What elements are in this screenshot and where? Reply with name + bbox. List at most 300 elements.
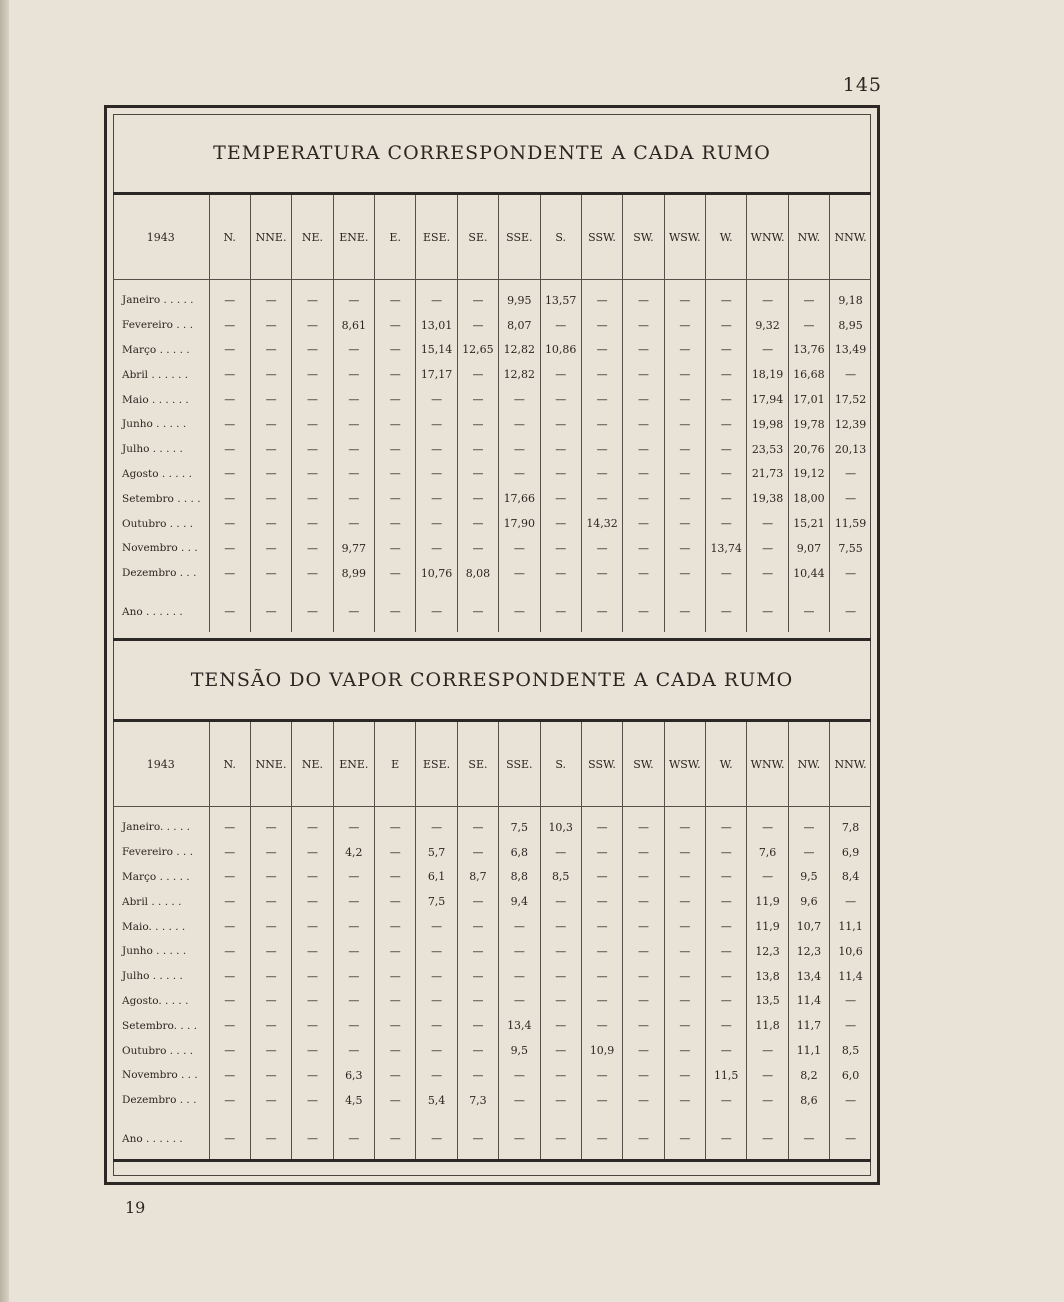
value-cell: — xyxy=(375,462,416,487)
table-frame xyxy=(104,105,880,1185)
value-cell: 18,00 xyxy=(788,486,829,511)
value-cell: 13,4 xyxy=(499,1013,540,1038)
value-cell: — xyxy=(706,989,747,1014)
value-cell: — xyxy=(747,511,788,536)
value-cell: — xyxy=(581,536,622,561)
value-cell: — xyxy=(623,914,664,939)
value-cell: — xyxy=(457,313,498,338)
value-cell: — xyxy=(416,1013,457,1038)
value-cell: 4,5 xyxy=(333,1088,374,1113)
month-label: Janeiro . . . . . xyxy=(122,294,194,307)
value-cell: — xyxy=(540,989,581,1014)
value-cell: 12,3 xyxy=(788,939,829,964)
value-cell: — xyxy=(581,437,622,462)
value-cell: 4,2 xyxy=(333,840,374,865)
value-cell: — xyxy=(747,561,788,586)
value-cell: — xyxy=(540,964,581,989)
value-cell: — xyxy=(250,889,291,914)
year-header: 1943 xyxy=(113,722,209,807)
value-cell: 10,3 xyxy=(540,807,581,840)
value-cell: — xyxy=(333,338,374,363)
value-cell: — xyxy=(292,865,333,890)
value-cell: 8,61 xyxy=(333,313,374,338)
value-cell: — xyxy=(664,462,705,487)
value-cell: — xyxy=(664,586,705,632)
value-cell: — xyxy=(250,313,291,338)
value-cell: — xyxy=(250,387,291,412)
value-cell: — xyxy=(664,807,705,840)
value-cell: 17,66 xyxy=(499,486,540,511)
value-cell: — xyxy=(581,561,622,586)
value-cell: — xyxy=(457,964,498,989)
value-cell: 10,86 xyxy=(540,338,581,363)
value-cell: 10,44 xyxy=(788,561,829,586)
value-cell: — xyxy=(375,1063,416,1088)
value-cell: — xyxy=(209,387,250,412)
value-cell: — xyxy=(499,437,540,462)
value-cell: — xyxy=(375,437,416,462)
value-cell: — xyxy=(581,412,622,437)
value-cell: — xyxy=(664,437,705,462)
value-cell: — xyxy=(416,807,457,840)
vapor-title: TENSÃO DO VAPOR CORRESPONDENTE A CADA RUMO xyxy=(113,641,871,722)
value-cell: 8,4 xyxy=(830,865,871,890)
value-cell: — xyxy=(209,437,250,462)
value-cell: — xyxy=(209,865,250,890)
value-cell: — xyxy=(540,511,581,536)
value-cell: — xyxy=(788,313,829,338)
column-header: ENE. xyxy=(333,722,374,807)
value-cell: — xyxy=(788,586,829,632)
value-cell: 13,57 xyxy=(540,280,581,313)
column-header: SW. xyxy=(623,722,664,807)
value-cell: — xyxy=(581,964,622,989)
value-cell: 11,59 xyxy=(830,511,871,536)
value-cell: — xyxy=(375,989,416,1014)
table-row xyxy=(113,561,871,586)
value-cell: — xyxy=(581,1063,622,1088)
value-cell: 14,32 xyxy=(581,511,622,536)
value-cell: — xyxy=(333,486,374,511)
value-cell: — xyxy=(375,586,416,632)
value-cell: — xyxy=(416,437,457,462)
value-cell: — xyxy=(623,412,664,437)
value-cell: — xyxy=(581,362,622,387)
value-cell: — xyxy=(457,362,498,387)
month-label: Agosto. . . . . xyxy=(122,994,189,1007)
value-cell: — xyxy=(706,865,747,890)
value-cell: — xyxy=(830,989,871,1014)
value-cell: — xyxy=(623,889,664,914)
value-cell: — xyxy=(416,939,457,964)
column-header: NE. xyxy=(292,195,333,280)
value-cell: — xyxy=(540,486,581,511)
value-cell: — xyxy=(416,536,457,561)
value-cell: — xyxy=(540,362,581,387)
value-cell: 8,5 xyxy=(540,865,581,890)
value-cell: — xyxy=(540,536,581,561)
value-cell: — xyxy=(250,362,291,387)
vapor-section xyxy=(113,638,871,1184)
value-cell: — xyxy=(416,511,457,536)
value-cell: 13,8 xyxy=(747,964,788,989)
value-cell: — xyxy=(747,865,788,890)
value-cell: — xyxy=(292,511,333,536)
value-cell: — xyxy=(581,1088,622,1113)
value-cell: 9,07 xyxy=(788,536,829,561)
value-cell: — xyxy=(292,362,333,387)
value-cell: — xyxy=(457,1113,498,1159)
value-cell: 12,82 xyxy=(499,362,540,387)
value-cell: — xyxy=(706,338,747,363)
value-cell: — xyxy=(375,1013,416,1038)
month-label: Dezembro . . . xyxy=(122,1094,197,1107)
value-cell: 9,77 xyxy=(333,536,374,561)
column-header: SE. xyxy=(457,195,498,280)
table-row xyxy=(113,914,871,939)
value-cell: — xyxy=(747,1113,788,1159)
value-cell: 12,65 xyxy=(457,338,498,363)
value-cell: — xyxy=(540,437,581,462)
value-cell: — xyxy=(416,280,457,313)
value-cell: — xyxy=(250,1088,291,1113)
value-cell: — xyxy=(209,1063,250,1088)
value-cell: — xyxy=(209,362,250,387)
value-cell: — xyxy=(375,387,416,412)
value-cell: — xyxy=(623,1063,664,1088)
value-cell: — xyxy=(457,1013,498,1038)
value-cell: — xyxy=(540,462,581,487)
table-row xyxy=(113,536,871,561)
value-cell: 7,8 xyxy=(830,807,871,840)
value-cell: — xyxy=(664,939,705,964)
month-label: Agosto . . . . . xyxy=(122,467,192,480)
value-cell: — xyxy=(416,1063,457,1088)
month-label: Abril . . . . . . xyxy=(122,368,189,381)
value-cell: 19,12 xyxy=(788,462,829,487)
value-cell: — xyxy=(250,536,291,561)
column-header: NNE. xyxy=(250,722,291,807)
value-cell: — xyxy=(581,586,622,632)
value-cell: — xyxy=(830,1088,871,1113)
value-cell: — xyxy=(333,511,374,536)
value-cell: — xyxy=(706,939,747,964)
table-row xyxy=(113,1038,871,1063)
value-cell: — xyxy=(706,313,747,338)
value-cell: 9,4 xyxy=(499,889,540,914)
value-cell: — xyxy=(706,412,747,437)
column-header: WNW. xyxy=(747,195,788,280)
value-cell: — xyxy=(706,914,747,939)
value-cell: — xyxy=(499,387,540,412)
column-header: N. xyxy=(209,722,250,807)
column-header: SSE. xyxy=(499,722,540,807)
value-cell: — xyxy=(416,914,457,939)
column-header: E. xyxy=(375,195,416,280)
value-cell: — xyxy=(250,437,291,462)
value-cell: — xyxy=(623,338,664,363)
value-cell: 17,90 xyxy=(499,511,540,536)
value-cell: — xyxy=(457,1063,498,1088)
value-cell: — xyxy=(581,914,622,939)
column-header: NNW. xyxy=(830,195,871,280)
value-cell: — xyxy=(209,1038,250,1063)
value-cell: — xyxy=(292,561,333,586)
month-label: Fevereiro . . . xyxy=(122,319,194,332)
value-cell: 9,6 xyxy=(788,889,829,914)
annual-row xyxy=(113,586,871,632)
value-cell: — xyxy=(457,989,498,1014)
value-cell: — xyxy=(581,486,622,511)
value-cell: — xyxy=(623,865,664,890)
value-cell: — xyxy=(457,280,498,313)
value-cell: 9,18 xyxy=(830,280,871,313)
value-cell: 8,08 xyxy=(457,561,498,586)
column-header: ESE. xyxy=(416,195,457,280)
month-label: Setembro. . . . xyxy=(122,1019,198,1032)
value-cell: — xyxy=(416,1038,457,1063)
value-cell: — xyxy=(499,1063,540,1088)
value-cell: — xyxy=(250,1063,291,1088)
table-row xyxy=(113,964,871,989)
value-cell: 7,55 xyxy=(830,536,871,561)
value-cell: — xyxy=(623,989,664,1014)
year-header: 1943 xyxy=(113,195,209,280)
month-label: Março . . . . . xyxy=(122,343,190,356)
month-label: Abril . . . . . xyxy=(122,895,182,908)
value-cell: — xyxy=(250,338,291,363)
value-cell: — xyxy=(499,536,540,561)
value-cell: — xyxy=(375,362,416,387)
value-cell: 6,3 xyxy=(333,1063,374,1088)
table-row xyxy=(113,939,871,964)
table-row xyxy=(113,313,871,338)
value-cell: — xyxy=(250,561,291,586)
value-cell: — xyxy=(830,486,871,511)
value-cell: 7,6 xyxy=(747,840,788,865)
value-cell: — xyxy=(292,807,333,840)
value-cell: — xyxy=(292,280,333,313)
value-cell: 9,95 xyxy=(499,280,540,313)
vapor-table xyxy=(113,722,871,1159)
value-cell: 5,4 xyxy=(416,1088,457,1113)
value-cell: — xyxy=(664,914,705,939)
column-header: ENE. xyxy=(333,195,374,280)
value-cell: 17,52 xyxy=(830,387,871,412)
value-cell: 6,8 xyxy=(499,840,540,865)
column-header: S. xyxy=(540,195,581,280)
value-cell: — xyxy=(830,362,871,387)
value-cell: — xyxy=(292,462,333,487)
value-cell: — xyxy=(375,1113,416,1159)
temperature-table xyxy=(113,195,871,632)
value-cell: — xyxy=(664,486,705,511)
value-cell: — xyxy=(250,486,291,511)
column-header: ESE. xyxy=(416,722,457,807)
value-cell: — xyxy=(499,561,540,586)
value-cell: — xyxy=(706,1038,747,1063)
value-cell: 16,68 xyxy=(788,362,829,387)
value-cell: 11,1 xyxy=(830,914,871,939)
value-cell: — xyxy=(209,1088,250,1113)
value-cell: — xyxy=(623,486,664,511)
value-cell: 17,01 xyxy=(788,387,829,412)
temperature-section xyxy=(113,114,871,632)
month-label: Outubro . . . . xyxy=(122,517,194,530)
value-cell: — xyxy=(375,807,416,840)
value-cell: 8,6 xyxy=(788,1088,829,1113)
value-cell: — xyxy=(623,313,664,338)
value-cell: — xyxy=(209,486,250,511)
value-cell: 10,9 xyxy=(581,1038,622,1063)
value-cell: 20,13 xyxy=(830,437,871,462)
month-label: Novembro . . . xyxy=(122,542,198,555)
value-cell: 8,07 xyxy=(499,313,540,338)
value-cell: — xyxy=(250,1113,291,1159)
column-header: NNE. xyxy=(250,195,291,280)
value-cell: — xyxy=(706,561,747,586)
value-cell: — xyxy=(788,1113,829,1159)
value-cell: — xyxy=(209,536,250,561)
value-cell: 13,01 xyxy=(416,313,457,338)
value-cell: — xyxy=(540,1113,581,1159)
column-header: SE. xyxy=(457,722,498,807)
value-cell: — xyxy=(292,1013,333,1038)
value-cell: — xyxy=(292,338,333,363)
value-cell: — xyxy=(706,840,747,865)
value-cell: — xyxy=(375,865,416,890)
value-cell: — xyxy=(581,989,622,1014)
value-cell: — xyxy=(292,1088,333,1113)
annual-row xyxy=(113,1113,871,1159)
value-cell: — xyxy=(209,561,250,586)
table-row xyxy=(113,889,871,914)
value-cell: — xyxy=(830,1013,871,1038)
value-cell: — xyxy=(830,1113,871,1159)
column-header: WSW. xyxy=(664,722,705,807)
value-cell: — xyxy=(333,412,374,437)
value-cell: — xyxy=(581,387,622,412)
value-cell: — xyxy=(333,807,374,840)
value-cell: — xyxy=(499,412,540,437)
value-cell: 19,98 xyxy=(747,412,788,437)
value-cell: 18,19 xyxy=(747,362,788,387)
value-cell: 8,7 xyxy=(457,865,498,890)
value-cell: — xyxy=(375,536,416,561)
value-cell: — xyxy=(830,462,871,487)
table-row xyxy=(113,462,871,487)
value-cell: — xyxy=(250,1013,291,1038)
value-cell: — xyxy=(540,889,581,914)
value-cell: — xyxy=(416,586,457,632)
value-cell: 8,99 xyxy=(333,561,374,586)
value-cell: — xyxy=(292,1113,333,1159)
table-row xyxy=(113,1013,871,1038)
value-cell: 11,8 xyxy=(747,1013,788,1038)
month-label: Janeiro. . . . . xyxy=(122,821,190,834)
value-cell: — xyxy=(581,280,622,313)
value-cell: — xyxy=(250,586,291,632)
value-cell: — xyxy=(250,840,291,865)
value-cell: — xyxy=(375,914,416,939)
value-cell: 8,95 xyxy=(830,313,871,338)
value-cell: 12,39 xyxy=(830,412,871,437)
value-cell: — xyxy=(747,280,788,313)
month-label: Maio. . . . . . xyxy=(122,920,186,933)
table-row xyxy=(113,1088,871,1113)
value-cell: — xyxy=(333,989,374,1014)
value-cell: — xyxy=(664,561,705,586)
value-cell: — xyxy=(581,889,622,914)
value-cell: — xyxy=(292,1038,333,1063)
value-cell: 6,0 xyxy=(830,1063,871,1088)
value-cell: — xyxy=(581,1013,622,1038)
value-cell: — xyxy=(416,387,457,412)
value-cell: — xyxy=(457,437,498,462)
value-cell: — xyxy=(209,338,250,363)
value-cell: — xyxy=(706,387,747,412)
value-cell: 10,7 xyxy=(788,914,829,939)
value-cell: — xyxy=(416,989,457,1014)
month-label: Ano . . . . . . xyxy=(122,1132,183,1145)
value-cell: — xyxy=(747,536,788,561)
value-cell: — xyxy=(747,1063,788,1088)
value-cell: 7,5 xyxy=(416,889,457,914)
value-cell: 15,21 xyxy=(788,511,829,536)
column-header: SSE. xyxy=(499,195,540,280)
value-cell: — xyxy=(706,511,747,536)
value-cell: 11,7 xyxy=(788,1013,829,1038)
value-cell: 12,3 xyxy=(747,939,788,964)
value-cell: — xyxy=(457,511,498,536)
value-cell: — xyxy=(540,840,581,865)
value-cell: — xyxy=(333,1113,374,1159)
value-cell: — xyxy=(333,387,374,412)
value-cell: — xyxy=(623,1013,664,1038)
month-label: Fevereiro . . . xyxy=(122,846,194,859)
month-label: Março . . . . . xyxy=(122,870,190,883)
value-cell: — xyxy=(623,280,664,313)
value-cell: — xyxy=(664,964,705,989)
value-cell: — xyxy=(292,486,333,511)
column-header: SSW. xyxy=(581,722,622,807)
value-cell: — xyxy=(292,840,333,865)
value-cell: 9,5 xyxy=(788,865,829,890)
value-cell: — xyxy=(664,989,705,1014)
value-cell: — xyxy=(499,964,540,989)
value-cell: — xyxy=(747,1088,788,1113)
value-cell: — xyxy=(706,486,747,511)
value-cell: — xyxy=(292,313,333,338)
value-cell: — xyxy=(540,412,581,437)
value-cell: — xyxy=(457,462,498,487)
value-cell: — xyxy=(581,1113,622,1159)
value-cell: 8,5 xyxy=(830,1038,871,1063)
value-cell: — xyxy=(375,280,416,313)
value-cell: — xyxy=(292,989,333,1014)
value-cell: — xyxy=(706,889,747,914)
value-cell: — xyxy=(333,865,374,890)
value-cell: — xyxy=(706,437,747,462)
value-cell: — xyxy=(581,939,622,964)
value-cell: — xyxy=(499,1088,540,1113)
value-cell: — xyxy=(416,486,457,511)
value-cell: — xyxy=(830,889,871,914)
value-cell: — xyxy=(457,889,498,914)
value-cell: — xyxy=(747,338,788,363)
value-cell: — xyxy=(416,964,457,989)
value-cell: 9,32 xyxy=(747,313,788,338)
